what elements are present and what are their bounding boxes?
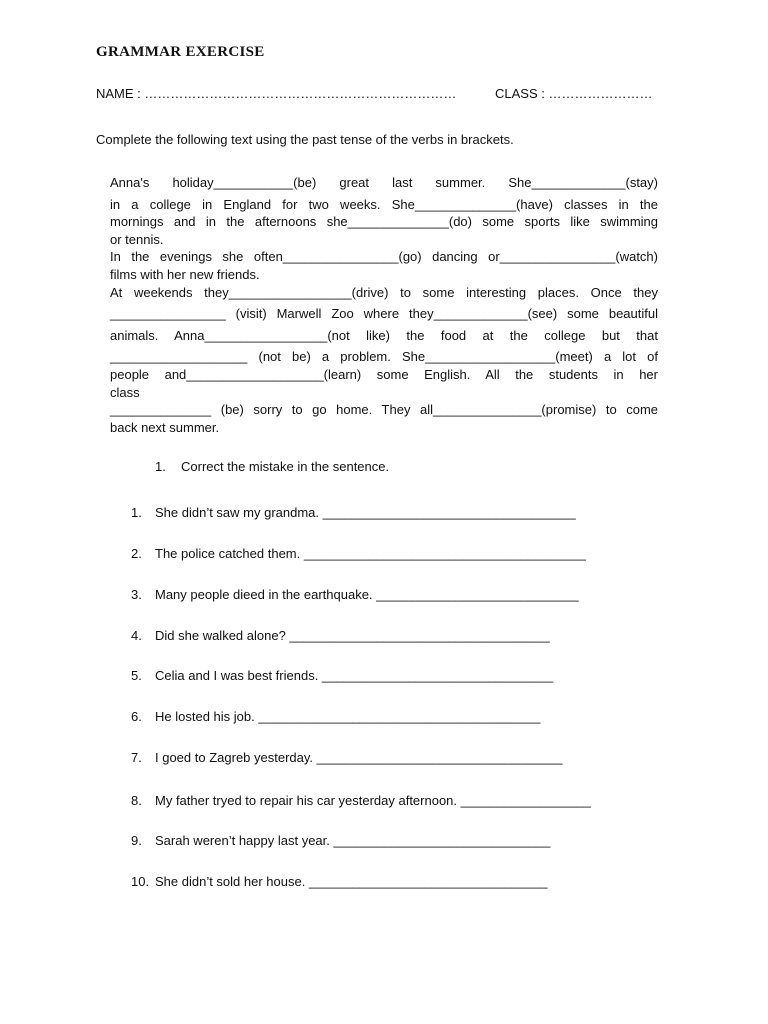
section-number: 1.: [155, 459, 166, 474]
passage-line: back next summer.: [110, 419, 220, 435]
list-item: [131, 874, 548, 889]
passage-line: ________________ (visit) Marwell Zoo where they_____________(see) some beautiful: [110, 306, 658, 322]
item-number: 5.: [131, 668, 142, 683]
list-item: [131, 833, 550, 848]
item-number: 4.: [131, 628, 142, 643]
item-number: 7.: [131, 750, 142, 765]
item-text: The police catched them. _______________________________________: [155, 546, 586, 561]
list-item: [131, 587, 579, 602]
item-text: She didn’t sold her house. _________________________________: [155, 874, 548, 889]
item-number: 8.: [131, 793, 142, 808]
passage-line: ___________________ (not be) a problem. She__________________(meet) a lot of: [110, 349, 658, 365]
list-item: [131, 709, 540, 724]
list-item: [131, 546, 586, 561]
item-number: 1.: [131, 505, 142, 520]
passage-line: In the evenings she often________________(go) dancing or________________(watch): [110, 249, 658, 265]
item-text: He losted his job. _______________________________________: [155, 709, 541, 724]
page-title: GRAMMAR EXERCISE: [96, 44, 265, 60]
item-text: Did she walked alone? ____________________________________: [155, 628, 550, 643]
passage-line: or tennis.: [110, 231, 164, 247]
passage-line: in a college in England for two weeks. She______________(have) classes in the: [110, 196, 658, 212]
passage-line: films with her new friends.: [110, 266, 260, 282]
item-text: Celia and I was best friends. ________________________________: [155, 668, 554, 683]
list-item: [131, 505, 576, 520]
instruction-text: Complete the following text using the past tense of the verbs in brackets.: [96, 132, 514, 147]
passage-line: mornings and in the afternoons she______________(do) some sports like swimming: [110, 214, 658, 230]
item-text: I goed to Zagreb yesterday. __________________________________: [155, 750, 563, 765]
passage-line: people and___________________(learn) some English. All the students in her: [110, 366, 658, 382]
passage: [110, 174, 658, 436]
passage-line: At weekends they_________________(drive) to some interesting places. Once they: [110, 284, 658, 300]
item-text: She didn’t saw my grandma. ___________________________________: [155, 505, 576, 520]
passage-line: ______________ (be) sorry to go home. They all_______________(promise) to come: [110, 402, 658, 418]
item-text: Sarah weren’t happy last year. ______________________________: [155, 833, 551, 848]
section-heading: [155, 459, 389, 474]
item-number: 9.: [131, 833, 142, 848]
item-text: Many people dieed in the earthquake. ____________________________: [155, 587, 579, 602]
list-item: [131, 628, 550, 643]
passage-line: animals. Anna_________________(not like) the food at the college but that: [110, 327, 658, 343]
passage-line: class: [110, 384, 140, 400]
item-number: 3.: [131, 587, 142, 602]
name-field: NAME : ………………………………………………………………: [96, 86, 457, 101]
class-field: CLASS : ……………………: [495, 86, 653, 101]
passage-line: Anna's holiday___________(be) great last summer. She_____________(stay): [110, 175, 658, 190]
section-text: Correct the mistake in the sentence.: [181, 459, 390, 474]
list-item: [131, 793, 591, 808]
list-item: [131, 750, 562, 765]
item-number: 10.: [131, 874, 150, 889]
item-number: 2.: [131, 546, 142, 561]
list-item: [131, 668, 553, 683]
item-text: My father tryed to repair his car yesterday afternoon. __________________: [155, 793, 591, 808]
item-number: 6.: [131, 709, 142, 724]
